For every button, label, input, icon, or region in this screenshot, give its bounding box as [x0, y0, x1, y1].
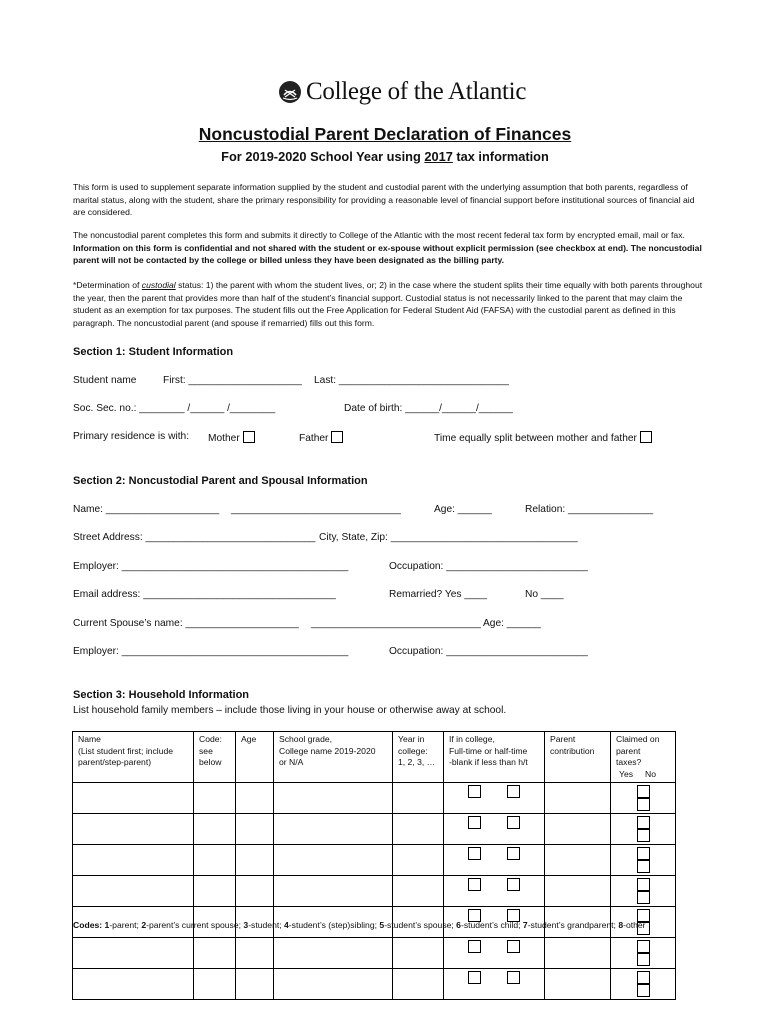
- spouse-employer-field[interactable]: Employer: ________________________________________: [73, 646, 349, 657]
- contribution-cell[interactable]: [545, 845, 611, 876]
- col-header-age: Age: [236, 732, 274, 783]
- custodial-definition: *Determination of custodial status: 1) the parent with whom the student lives, or; 2) in the case where the student splits their time equally with both parents throughout the year, then the parent that provides more than half of the student’s financial support. Custodial status is not necessarily linked to the parent that may claim the student as an exemption for tax purposes. The student fills out the Free Application for Federal Student Aid (FAFSA) with the custodial parent as defined in this paragraph. The noncustodial parent (and spouse if remarried) fills out this form.: [73, 280, 703, 328]
- full-time-checkbox[interactable]: [468, 971, 481, 984]
- parent-name-field-2[interactable]: ______________________________: [231, 504, 401, 515]
- contribution-cell[interactable]: [545, 814, 611, 845]
- half-time-checkbox[interactable]: [507, 816, 520, 829]
- city-state-zip-field[interactable]: City, State, Zip: _________________________________: [319, 532, 578, 543]
- code-number: 2: [141, 920, 147, 930]
- enrollment-cell[interactable]: [444, 876, 545, 907]
- age-cell[interactable]: [236, 783, 274, 814]
- intro-paragraph-2: The noncustodial parent completes this form and submits it directly to College of the Atlantic with the most recent federal tax form by encrypted email, mail or fax. Information on this form is confidential and not shared with the student or ex-spouse without explicit permission (see checkbox at end). The noncustodial parent will not be contacted by the college or billed unless they have been designated as the billing party.: [73, 230, 702, 266]
- code-cell[interactable]: [194, 783, 236, 814]
- enrollment-cell[interactable]: [444, 938, 545, 969]
- code-description: -parent;: [109, 920, 142, 930]
- spouse-occupation-field[interactable]: Occupation: _________________________: [389, 646, 588, 657]
- contribution-cell[interactable]: [545, 876, 611, 907]
- codes-list: [105, 920, 646, 930]
- claimed-no-checkbox[interactable]: [637, 953, 650, 966]
- claimed-cell[interactable]: [611, 814, 676, 845]
- name-cell[interactable]: [73, 876, 194, 907]
- half-time-checkbox[interactable]: [507, 940, 520, 953]
- name-cell[interactable]: [73, 969, 194, 1000]
- full-time-checkbox[interactable]: [468, 847, 481, 860]
- claimed-cell[interactable]: [611, 938, 676, 969]
- email-field[interactable]: Email address: __________________________________: [73, 589, 336, 600]
- col-header-claimed: Claimed on parent taxes? Yes No: [611, 732, 676, 783]
- form-title: Noncustodial Parent Declaration of Finances: [198, 124, 572, 144]
- claimed-cell[interactable]: [611, 845, 676, 876]
- ssn-field[interactable]: Soc. Sec. no.: ________ /______ /________: [73, 403, 276, 414]
- section2-heading: Section 2: Noncustodial Parent and Spousal Information: [73, 475, 368, 487]
- age-cell[interactable]: [236, 876, 274, 907]
- year-cell[interactable]: [393, 938, 444, 969]
- claimed-yes-checkbox[interactable]: [637, 878, 650, 891]
- full-time-checkbox[interactable]: [468, 878, 481, 891]
- code-number: 3: [243, 920, 249, 930]
- claimed-no-checkbox[interactable]: [637, 798, 650, 811]
- remarried-yes-field[interactable]: Remarried? Yes ____: [389, 589, 487, 600]
- primary-residence-label: Primary residence is with:: [73, 431, 190, 442]
- col-header-contribution: Parent contribution: [545, 732, 611, 783]
- code-description: -student’s (step)sibling;: [288, 920, 380, 930]
- codes-legend: Codes: 1-parent; 2-parent’s current spouse; 3-student; 4-student’s (step)sibling; 5-student’s spouse; 6-student’s child; 7-student’s grandparent; 8-other: [73, 920, 646, 930]
- table-row: [73, 845, 676, 876]
- name-cell[interactable]: [73, 938, 194, 969]
- col-header-grade: School grade, College name 2019-2020 or N/A: [274, 732, 393, 783]
- grade-cell[interactable]: [274, 845, 393, 876]
- spouse-name-field[interactable]: Current Spouse’s name: ____________________: [73, 618, 299, 629]
- code-description: -student’s grandparent;: [527, 920, 619, 930]
- contribution-cell[interactable]: [545, 783, 611, 814]
- full-time-checkbox[interactable]: [468, 816, 481, 829]
- mother-option[interactable]: Mother: [208, 431, 255, 444]
- claimed-cell[interactable]: [611, 876, 676, 907]
- claimed-cell[interactable]: [611, 969, 676, 1000]
- age-cell[interactable]: [236, 845, 274, 876]
- name-cell[interactable]: [73, 783, 194, 814]
- contribution-cell[interactable]: [545, 969, 611, 1000]
- half-time-checkbox[interactable]: [507, 785, 520, 798]
- father-option[interactable]: Father: [299, 431, 343, 444]
- year-cell[interactable]: [393, 876, 444, 907]
- enrollment-cell[interactable]: [444, 814, 545, 845]
- table-header-row: [73, 732, 676, 783]
- relation-field[interactable]: Relation: _______________: [525, 504, 654, 515]
- intro-paragraph-1: This form is used to supplement separate information supplied by the student and custodial parent with the underlying assumption that both parents, regardless of marital status, along with the student, share the primary responsibility for providing a reasonable level of financial support before institutional sources of financial aid are considered.: [73, 182, 695, 218]
- code-number: 5: [379, 920, 385, 930]
- claimed-yes-checkbox[interactable]: [637, 940, 650, 953]
- claimed-yes-checkbox[interactable]: [637, 816, 650, 829]
- section1-heading: Section 1: Student Information: [73, 346, 234, 358]
- college-logo: [278, 78, 526, 106]
- full-time-checkbox[interactable]: [468, 785, 481, 798]
- enrollment-cell[interactable]: [444, 845, 545, 876]
- year-cell[interactable]: [393, 814, 444, 845]
- form-subtitle: For 2019-2020 School Year using 2017 tax information: [221, 149, 549, 164]
- code-number: 1: [104, 920, 110, 930]
- mother-checkbox[interactable]: [243, 431, 255, 443]
- name-cell[interactable]: [73, 845, 194, 876]
- split-checkbox[interactable]: [640, 431, 652, 443]
- name-cell[interactable]: [73, 814, 194, 845]
- year-cell[interactable]: [393, 783, 444, 814]
- claimed-no-checkbox[interactable]: [637, 891, 650, 904]
- code-number: 4: [284, 920, 289, 930]
- student-first-name-field[interactable]: First: ____________________: [163, 375, 302, 386]
- claimed-yes-checkbox[interactable]: [637, 971, 650, 984]
- parent-age-field[interactable]: Age: ______: [434, 504, 492, 515]
- table-row: [73, 876, 676, 907]
- claimed-cell[interactable]: [611, 783, 676, 814]
- year-cell[interactable]: [393, 845, 444, 876]
- grade-cell[interactable]: [274, 783, 393, 814]
- half-time-checkbox[interactable]: [507, 878, 520, 891]
- contribution-cell[interactable]: [545, 938, 611, 969]
- code-cell[interactable]: [194, 814, 236, 845]
- spouse-age-field[interactable]: Age: ______: [483, 618, 541, 629]
- table-row: [73, 938, 676, 969]
- section3-instruction: List household family members – include those living in your house or otherwise away at school.: [73, 705, 507, 716]
- table-row: [73, 783, 676, 814]
- claimed-no-checkbox[interactable]: [637, 829, 650, 842]
- remarried-no-field[interactable]: No ____: [525, 589, 564, 600]
- table-row: [73, 814, 676, 845]
- code-number: 7: [522, 920, 528, 930]
- code-cell[interactable]: [194, 938, 236, 969]
- table-row: [73, 969, 676, 1000]
- half-time-checkbox[interactable]: [507, 971, 520, 984]
- college-name: College of the Atlantic: [306, 78, 527, 105]
- code-cell[interactable]: [194, 876, 236, 907]
- grade-cell[interactable]: [274, 969, 393, 1000]
- occupation-field[interactable]: Occupation: _________________________: [389, 561, 588, 572]
- claimed-no-checkbox[interactable]: [637, 860, 650, 873]
- grade-cell[interactable]: [274, 938, 393, 969]
- grade-cell[interactable]: [274, 814, 393, 845]
- code-number: 8: [618, 920, 624, 930]
- split-option[interactable]: Time equally split between mother and father: [434, 431, 652, 444]
- col-header-name: Name (List student first; include parent/step-parent): [73, 732, 194, 783]
- full-time-checkbox[interactable]: [468, 940, 481, 953]
- code-cell[interactable]: [194, 845, 236, 876]
- section3-heading: Section 3: Household Information: [73, 689, 250, 701]
- code-description: -other: [623, 920, 646, 930]
- code-description: -student’s spouse;: [384, 920, 457, 930]
- code-cell[interactable]: [194, 969, 236, 1000]
- age-cell[interactable]: [236, 938, 274, 969]
- employer-field[interactable]: Employer: ________________________________________: [73, 561, 349, 572]
- claimed-no-checkbox[interactable]: [637, 984, 650, 997]
- half-time-checkbox[interactable]: [507, 847, 520, 860]
- age-cell[interactable]: [236, 969, 274, 1000]
- year-cell[interactable]: [393, 969, 444, 1000]
- col-header-year: Year in college: 1, 2, 3, …: [393, 732, 444, 783]
- student-last-name-field[interactable]: Last: ______________________________: [314, 375, 509, 386]
- code-number: 6: [456, 920, 461, 930]
- enrollment-cell[interactable]: [444, 969, 545, 1000]
- enrollment-cell[interactable]: [444, 783, 545, 814]
- col-header-code: Code: see below: [194, 732, 236, 783]
- claimed-yes-checkbox[interactable]: [637, 847, 650, 860]
- spouse-name-field-2[interactable]: ______________________________: [311, 618, 481, 629]
- street-address-field[interactable]: Street Address: ______________________________: [73, 532, 316, 543]
- col-header-enrollment: If in college, Full-time or half-time -blank if less than h/t: [444, 732, 545, 783]
- college-seal-icon: [278, 80, 302, 104]
- dob-field[interactable]: Date of birth: ______/______/______: [344, 403, 513, 414]
- household-table: [72, 731, 676, 1000]
- code-description: -student’s child;: [460, 920, 523, 930]
- student-name-label: Student name: [73, 375, 137, 386]
- code-description: -parent’s current spouse;: [146, 920, 244, 930]
- code-description: -student;: [248, 920, 285, 930]
- parent-name-field[interactable]: Name: ____________________: [73, 504, 220, 515]
- grade-cell[interactable]: [274, 876, 393, 907]
- father-checkbox[interactable]: [331, 431, 343, 443]
- age-cell[interactable]: [236, 814, 274, 845]
- claimed-yes-checkbox[interactable]: [637, 785, 650, 798]
